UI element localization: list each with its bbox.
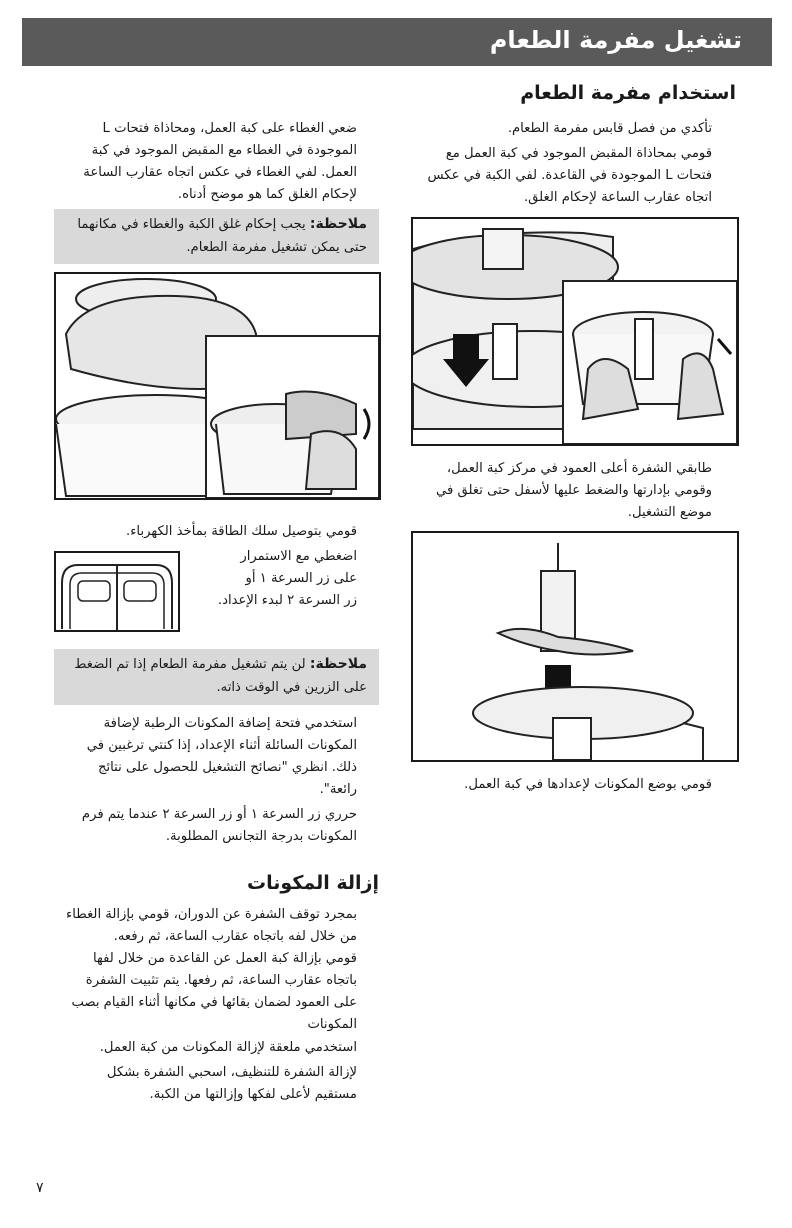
page-number: ٧ (36, 1180, 44, 1196)
step-plug-in: قومي بتوصيل سلك الطاقة بمأخذ الكهرباء. (126, 524, 357, 539)
step-feed-tube: استخدمي فتحة إضافة المكونات الرطبة لإضافة المكونات السائلة أثناء الإعداد، إذا كنتي ترغبين في ذلك. انظري "نصائح التشغيل للحصول على نتائج رائعة". (86, 716, 357, 797)
press-line-2: على زر السرعة ١ أو (245, 571, 357, 586)
remove-step-bowl: قومي بإزالة كبة العمل عن القاعدة من خلال لفها باتجاه عقارب الساعة، ثم رفعها. يتم تثبيت الشفرة على العمود لضمان بقائها في مكانها أثناء القيام بصب المكونات (71, 951, 357, 1032)
speed-2-button (124, 581, 156, 601)
note-both-buttons (54, 649, 379, 705)
remove-step-spatula: استخدمي ملعقة لإزالة المكونات من كبة العمل. (99, 1040, 357, 1055)
section-heading-using: استخدام مفرمة الطعام (520, 82, 736, 104)
figure-blade (411, 531, 739, 762)
lid-illustration (56, 274, 379, 498)
note-text: يجب إحكام غلق الكبة والغطاء في مكانهما حتى يمكن تشغيل مفرمة الطعام. (77, 217, 367, 255)
figure-bowl-base (411, 217, 739, 446)
note-lock-bowl (54, 209, 379, 264)
speed-buttons-illustration (56, 553, 178, 630)
bowl-base-illustration (413, 219, 737, 444)
press-line-3: زر السرعة ٢ لبدء الإعداد. (217, 593, 357, 608)
step-align-bowl: قومي بمحاذاة المقبض الموجود في كبة العمل مع فتحات L الموجودة في القاعدة. لفي الكبة في عكس اتجاه عقارب الساعة لإحكام الغلق. (427, 146, 712, 205)
step-release: حرري زر السرعة ١ أو زر السرعة ٢ عندما يتم فرم المكونات بدرجة التجانس المطلوبة. (81, 807, 357, 844)
step-add-ingredients: قومي بوضع المكونات لإعدادها في كبة العمل. (464, 777, 712, 792)
remove-step-blade: لإزالة الشفرة للتنظيف، اسحبي الشفرة بشكل مستقيم لأعلى لفكها وإزالتها من الكبة. (106, 1065, 357, 1102)
speed-1-button (78, 581, 110, 601)
note-text: لن يتم تشغيل مفرمة الطعام إذا تم الضغط على الزرين في الوقت ذاته. (74, 657, 367, 695)
section-heading-removing: إزالة المكونات (247, 872, 379, 894)
note-label: ملاحظة: (309, 656, 367, 672)
blade-illustration (413, 533, 737, 760)
press-line-1: اضغطي مع الاستمرار (240, 549, 357, 564)
remove-step-lid: بمجرد توقف الشفرة عن الدوران، قومي بإزالة الغطاء من خلال لفه باتجاه عقارب الساعة، ثم رفعه. (66, 907, 357, 944)
page-title: تشغيل مفرمة الطعام (489, 26, 742, 54)
step-place-blade: طابقي الشفرة أعلى العمود في مركز كبة العمل، وقومي بإدارتها والضغط عليها لأسفل حتى تغلق في موضع التشغيل. (436, 461, 712, 520)
step-place-lid: ضعي الغطاء على كبة العمل، ومحاذاة فتحات L الموجودة في الغطاء مع المقبض الموجود في كبة العمل. لفي الغطاء في عكس اتجاه عقارب الساعة لإحكام الغلق كما هو موضح أدناه. (83, 121, 357, 202)
header-bar (22, 18, 772, 66)
note-label: ملاحظة: (309, 216, 367, 232)
figure-speed-buttons (54, 551, 180, 632)
step-unplug: تأكدي من فصل قابس مفرمة الطعام. (507, 121, 712, 136)
figure-lid (54, 272, 381, 500)
